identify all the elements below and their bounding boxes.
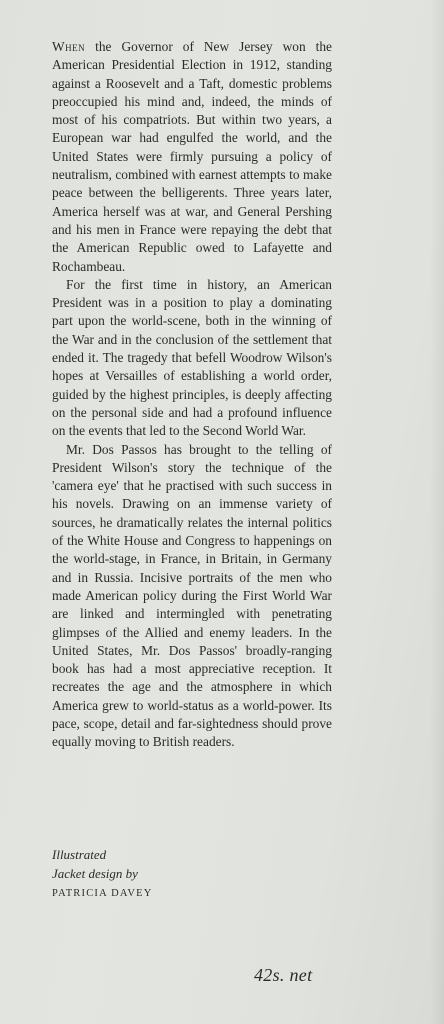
jacket-credits (52, 845, 153, 903)
jacket-design-label: Jacket design by (52, 866, 138, 881)
illustrated-label: Illustrated (52, 847, 107, 862)
blurb-paragraph-3: Mr. Dos Passos has brought to the telling of President Wilson's story the technique of the 'camera eye' that he practised with such success in his novels. Drawing on an immense variety of sources, he dramatically relates the internal politics of the White House and Congress to happenings on the world-stage, in France, in Britain, in Germany and in Russia. Incisive portraits of the men who made American policy during the First World War are linked and intermingled with penetrating glimpses of the Allied and enemy leaders. In the United States, Mr. Dos Passos' broadly-ranging book has had a most appreciative reception. It recreates the age and the atmosphere in which America grew to world-status as a world-power. Its pace, scope, detail and far-sightedness should prove equally moving to British readers. (52, 441, 332, 750)
jacket-blurb (52, 38, 332, 752)
blurb-paragraph-1-text: the Governor of New Jersey won the American Presidential Election in 1912, standing against a Roosevelt and a Taft, domestic problems preoccupied his mind and, indeed, the minds of most of his compatriots. But within two years, a European war had engulfed the world, and the United States were firmly pursuing a policy of neutralism, combined with earnest attempts to make peace between the belligerents. Three years later, America herself was at war, and General Pershing and his men in France were repaying the debt that the American Republic owed to Lafayette and Rochambeau. (52, 39, 332, 274)
blurb-paragraph-2: For the first time in history, an American President was in a position to play a dominating part upon the world-scene, both in the winning of the War and in the conclusion of the settlement that ended it. The tragedy that befell Woodrow Wilson's hopes at Versailles of establishing a world order, guided by the highest principles, is deeply affecting on the personal side and had a profound influence on the events that led to the Second World War. (52, 276, 332, 439)
designer-name: PATRICIA DAVEY (52, 888, 153, 899)
price-label: 42s. net (254, 965, 313, 985)
blurb-paragraph-1 (52, 38, 332, 276)
page-edge-shadow (430, 0, 444, 1024)
blurb-opening-word: When (52, 39, 86, 54)
